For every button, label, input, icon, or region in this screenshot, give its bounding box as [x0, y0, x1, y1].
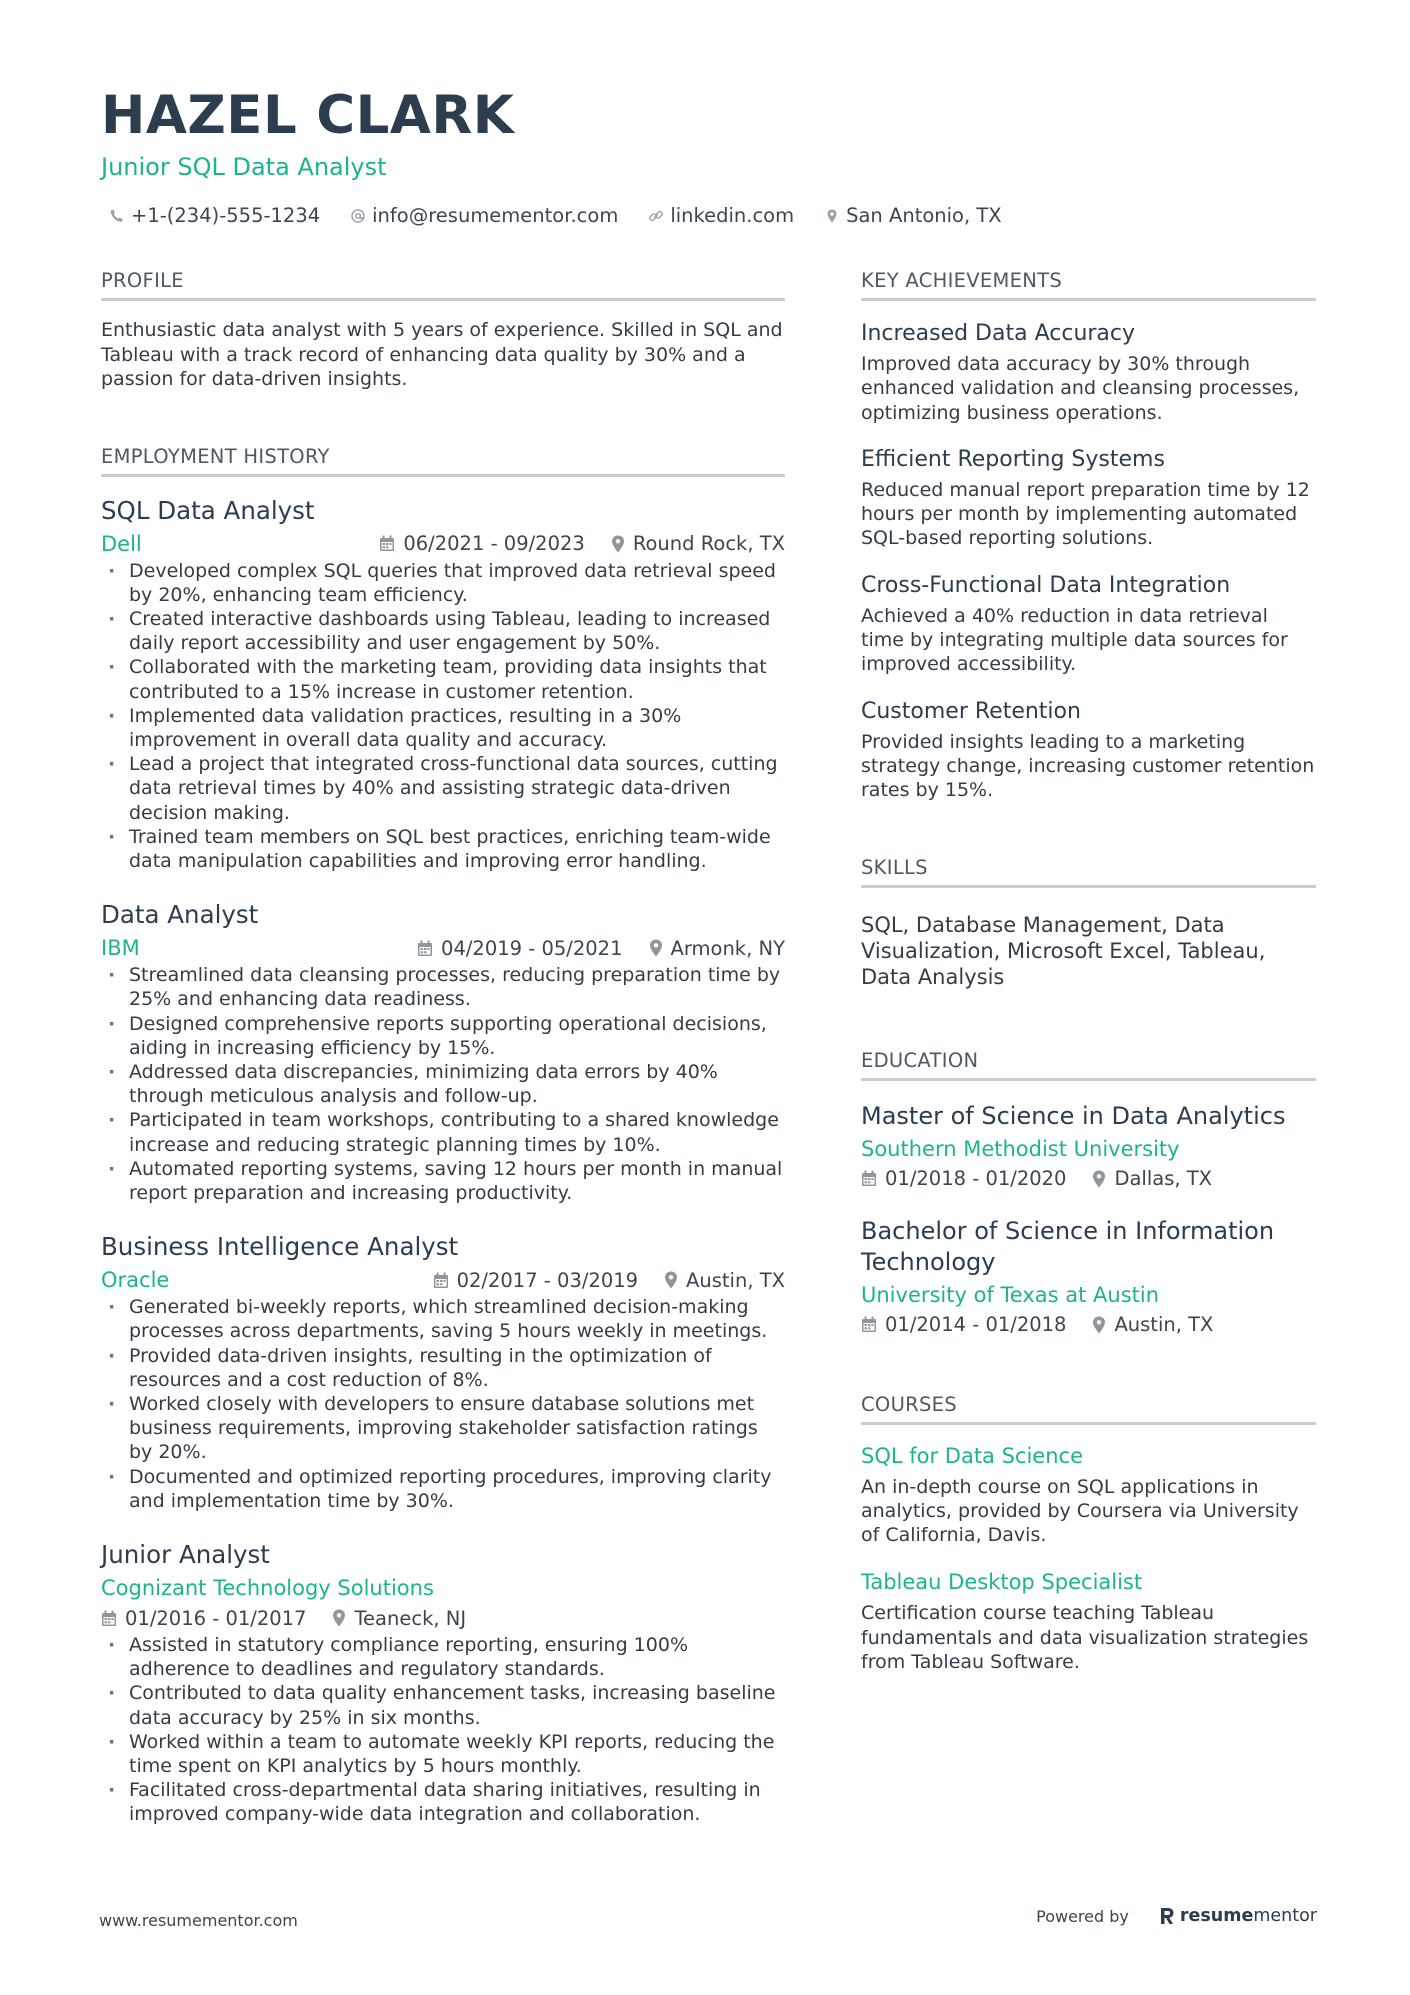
- education-heading: EDUCATION: [861, 1048, 1316, 1081]
- link-icon: [648, 208, 664, 224]
- job-dates: [379, 532, 584, 555]
- course-item: [861, 1441, 1316, 1548]
- calendar-icon: [379, 535, 395, 552]
- employment-heading: EMPLOYMENT HISTORY: [101, 444, 785, 477]
- job-entry: [101, 495, 785, 874]
- job-meta-right: [417, 937, 785, 960]
- location-text: San Antonio, TX: [846, 204, 1002, 227]
- education-location-text: Austin, TX: [1114, 1313, 1214, 1337]
- location-pin-icon: [611, 535, 625, 553]
- job-entry: [101, 899, 785, 1205]
- candidate-name: HAZEL CLARK: [101, 85, 515, 146]
- job-dates-text: 01/2016 - 01/2017: [125, 1606, 307, 1630]
- resume-header: [101, 82, 1321, 227]
- education-meta: [861, 1164, 1316, 1194]
- education-degree: Master of Science in Data Analytics: [861, 1101, 1286, 1130]
- job-role: SQL Data Analyst: [101, 495, 315, 525]
- brand-logo[interactable]: [1159, 1906, 1317, 1926]
- job-bullet: · Streamlined data cleansing processes, reducing preparation time by 25% and enhancing data readiness.: [101, 963, 785, 1011]
- education-dates-text: 01/2014 - 01/2018: [885, 1313, 1067, 1337]
- job-bullet: · Generated bi-weekly reports, which streamlined decision-making processes across departments, saving 5 hours weekly in meetings.: [101, 1295, 785, 1343]
- job-location: [664, 1269, 785, 1292]
- resumementor-logo-icon: [1159, 1906, 1175, 1926]
- location-pin-icon: [332, 1609, 346, 1627]
- job-bullet: · Designed comprehensive reports supporting operational decisions, aiding in increasing efficiency by 15%.: [101, 1012, 785, 1060]
- brand-resume: resume: [1179, 1906, 1254, 1926]
- job-meta-right: [433, 1269, 785, 1292]
- calendar-icon: [861, 1316, 877, 1333]
- job-bullet: · Assisted in statutory compliance reporting, ensuring 100% adherence to deadlines and regulatory standards.: [101, 1633, 785, 1681]
- job-dates-text: 04/2019 - 05/2021: [441, 936, 623, 960]
- job-bullet: · Worked closely with developers to ensure database solutions met business requirements, improving stakeholder satisfaction ratings by 20%.: [101, 1392, 785, 1465]
- job-role: Junior Analyst: [101, 1540, 270, 1569]
- location-pin-icon: [1092, 1316, 1106, 1334]
- location-pin-icon: [1092, 1170, 1106, 1188]
- achievement-title: Cross-Functional Data Integration: [861, 572, 1231, 598]
- job-company: IBM: [101, 936, 140, 961]
- at-icon: [350, 208, 366, 224]
- achievement-item: [861, 571, 1316, 677]
- footer-branding: [1036, 1906, 1317, 1926]
- left-column: [101, 268, 785, 1827]
- job-bullet: · Lead a project that integrated cross-functional data sources, cutting data retrieval times by 40% and assisting strategic data-driven decision making.: [101, 752, 785, 825]
- location-pin-icon: [649, 939, 663, 957]
- job-location: [611, 532, 785, 555]
- contact-row: [101, 204, 1321, 227]
- job-entry: [101, 1231, 785, 1513]
- job-role: Business Intelligence Analyst: [101, 1232, 459, 1262]
- job-bullet: · Trained team members on SQL best practices, enriching team-wide data manipulation capabilities and improving error handling.: [101, 825, 785, 873]
- job-location-text: Teaneck, NJ: [354, 1606, 467, 1630]
- courses-section: [861, 1392, 1316, 1675]
- email-text: info@resumementor.com: [372, 204, 619, 227]
- profile-heading: PROFILE: [101, 268, 785, 301]
- job-bullet: · Contributed to data quality enhancement tasks, increasing baseline data accuracy by 25% in six months.: [101, 1681, 785, 1729]
- phone-text: +1-(234)-555-1234: [131, 204, 321, 227]
- skills-text: SQL, Database Management, Data Visualization, Microsoft Excel, Tableau, Data Analysis: [861, 912, 1266, 989]
- brand-mentor: mentor: [1253, 1906, 1317, 1926]
- education-degree: Bachelor of Science in Information Technology: [861, 1216, 1275, 1276]
- achievement-item: [861, 697, 1316, 803]
- contact-phone[interactable]: [109, 204, 320, 227]
- education-location: [1092, 1313, 1213, 1336]
- profile-section: [101, 268, 785, 392]
- education-item: [861, 1101, 1316, 1194]
- job-dates-text: 06/2021 - 09/2023: [403, 532, 585, 555]
- job-bullets: [101, 963, 785, 1205]
- course-text: An in-depth course on SQL applications in analytics, provided by Coursera via University of California, Davis.: [861, 1475, 1299, 1547]
- calendar-icon: [417, 940, 433, 957]
- job-location-text: Round Rock, TX: [632, 532, 785, 555]
- achievement-text: Improved data accuracy by 30% through enhanced validation and cleansing processes, optimizing business operations.: [861, 353, 1300, 424]
- job-bullets: [101, 559, 785, 874]
- contact-email[interactable]: [350, 204, 618, 227]
- job-dates: [433, 1269, 638, 1292]
- achievement-title: Increased Data Accuracy: [861, 321, 1136, 346]
- job-meta-under: [101, 1603, 785, 1633]
- job-bullet: · Created interactive dashboards using Tableau, leading to increased daily report accessibility and user engagement by 50%.: [101, 607, 785, 655]
- job-meta: [101, 933, 785, 963]
- job-bullet: · Worked within a team to automate weekly KPI reports, reducing the time spent on KPI analytics by 5 hours monthly.: [101, 1730, 785, 1778]
- linkedin-text: linkedin.com: [670, 204, 795, 227]
- job-bullet: · Automated reporting systems, saving 12 hours per month in manual report preparation and increasing productivity.: [101, 1157, 785, 1205]
- courses-heading: COURSES: [861, 1392, 1316, 1425]
- job-bullet: · Addressed data discrepancies, minimizing data errors by 40% through meticulous analysis and follow-up.: [101, 1060, 785, 1108]
- course-title: SQL for Data Science: [861, 1443, 1084, 1468]
- course-text: Certification course teaching Tableau fundamentals and data visualization strategies from Tableau Software.: [861, 1602, 1309, 1674]
- job-location: [332, 1607, 466, 1630]
- location-pin-icon: [824, 208, 840, 224]
- achievement-text: Provided insights leading to a marketing strategy change, increasing customer retention rates by 15%.: [861, 730, 1315, 802]
- education-dates: [861, 1313, 1066, 1336]
- achievement-text: Achieved a 40% reduction in data retrieval time by integrating multiple data sources for improved accessibility.: [861, 604, 1288, 676]
- job-meta: [101, 1573, 785, 1603]
- job-bullet: · Collaborated with the marketing team, providing data insights that contributed to a 15% increase in customer retention.: [101, 655, 785, 703]
- achievement-text: Reduced manual report preparation time by 12 hours per month by implementing automated SQL-based reporting solutions.: [861, 478, 1310, 550]
- job-location-text: Austin, TX: [686, 1268, 785, 1292]
- job-meta-right: [379, 532, 785, 555]
- job-entry: [101, 1539, 785, 1827]
- education-meta: [861, 1310, 1316, 1340]
- education-item: [861, 1216, 1316, 1340]
- course-title: Tableau Desktop Specialist: [861, 1570, 1143, 1595]
- achievements-section: [861, 268, 1316, 803]
- achievements-heading: KEY ACHIEVEMENTS: [861, 268, 1316, 301]
- calendar-icon: [433, 1272, 449, 1289]
- education-dates-text: 01/2018 - 01/2020: [885, 1167, 1067, 1191]
- job-bullets: [101, 1633, 785, 1827]
- job-bullets: [101, 1295, 785, 1513]
- job-company: Dell: [101, 531, 142, 556]
- job-bullet: · Documented and optimized reporting procedures, improving clarity and implementation time by 30%.: [101, 1465, 785, 1513]
- job-dates: [417, 937, 622, 960]
- location-pin-icon: [664, 1271, 678, 1289]
- achievement-item: [861, 445, 1316, 551]
- job-bullet: · Participated in team workshops, contributing to a shared knowledge increase and reducing strategic planning times by 10%.: [101, 1108, 785, 1156]
- phone-icon: [109, 208, 125, 224]
- skills-section: [861, 855, 1316, 990]
- education-dates: [861, 1167, 1066, 1190]
- job-company: Oracle: [101, 1268, 170, 1293]
- achievement-title: Efficient Reporting Systems: [861, 446, 1165, 472]
- achievement-item: [861, 319, 1316, 425]
- profile-text: Enthusiastic data analyst with 5 years of experience. Skilled in SQL and Tableau with a track record of enhancing data quality by 30% and a passion for data-driven insights.: [101, 319, 783, 390]
- job-bullet: · Implemented data validation practices, resulting in a 30% improvement in overall data quality and accuracy.: [101, 704, 785, 752]
- calendar-icon: [861, 1170, 877, 1187]
- education-section: [861, 1048, 1316, 1340]
- job-location: [649, 937, 786, 960]
- job-location-text: Armonk, NY: [670, 936, 785, 960]
- job-bullet: · Developed complex SQL queries that improved data retrieval speed by 20%, enhancing team efficiency.: [101, 559, 785, 607]
- contact-linkedin[interactable]: [648, 204, 794, 227]
- job-bullet: · Facilitated cross-departmental data sharing initiatives, resulting in improved company-wide data integration and collaboration.: [101, 1778, 785, 1826]
- achievement-title: Customer Retention: [861, 698, 1081, 724]
- job-meta: [101, 529, 785, 559]
- education-school: University of Texas at Austin: [861, 1282, 1160, 1307]
- calendar-icon: [101, 1610, 117, 1627]
- candidate-title: Junior SQL Data Analyst: [101, 153, 387, 181]
- education-location: [1092, 1167, 1212, 1190]
- job-dates: [101, 1607, 306, 1630]
- job-dates-text: 02/2017 - 03/2019: [456, 1268, 639, 1292]
- contact-location: [824, 204, 1002, 227]
- job-role: Data Analyst: [101, 900, 259, 930]
- powered-by-text: Powered by: [1036, 1906, 1129, 1926]
- education-location-text: Dallas, TX: [1114, 1167, 1213, 1191]
- employment-section: [101, 444, 785, 1827]
- course-item: [861, 1567, 1316, 1674]
- skills-heading: SKILLS: [861, 855, 1316, 888]
- job-company: Cognizant Technology Solutions: [101, 1576, 434, 1600]
- education-school: Southern Methodist University: [861, 1136, 1180, 1161]
- right-column: [861, 268, 1316, 1674]
- job-meta: [101, 1265, 785, 1295]
- footer-url[interactable]: www.resumementor.com: [99, 1911, 298, 1930]
- job-bullet: · Provided data-driven insights, resulting in the optimization of resources and a cost reduction of 8%.: [101, 1344, 785, 1392]
